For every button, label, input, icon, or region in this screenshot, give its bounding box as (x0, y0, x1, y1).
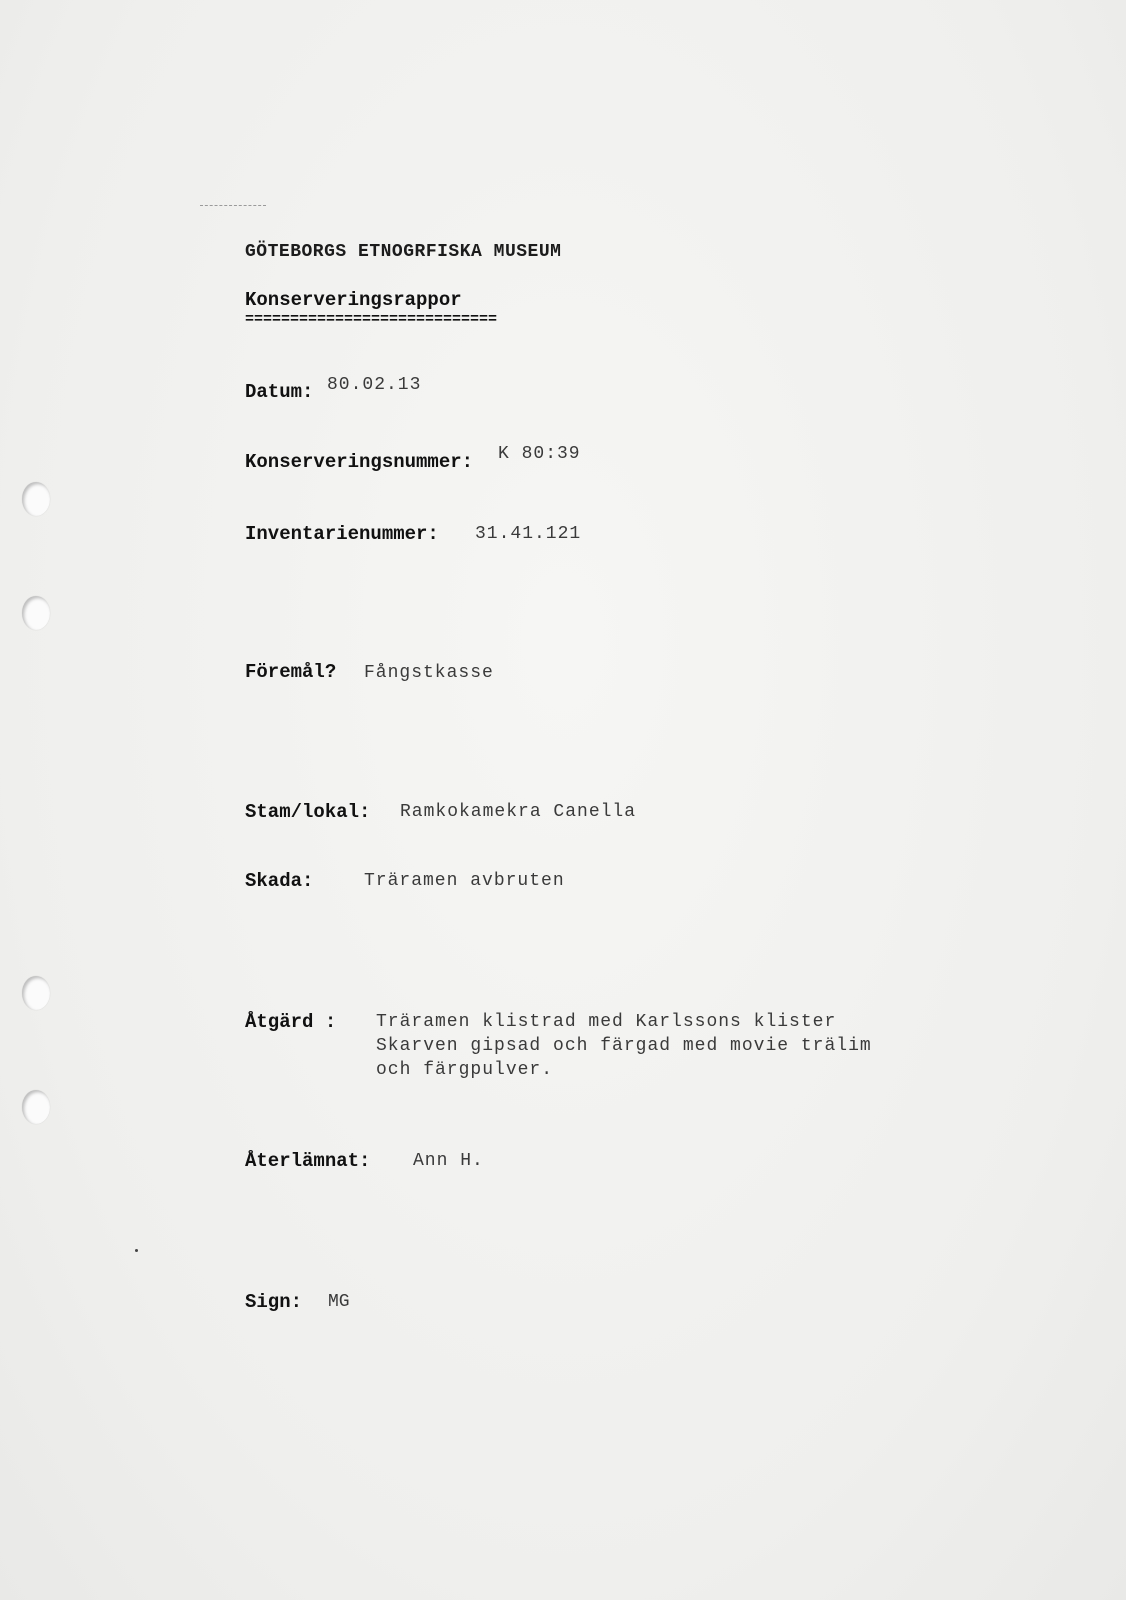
title-underline: ============================ (245, 311, 498, 328)
aterlamnat-value: Ann H. (413, 1151, 484, 1171)
punch-hole (22, 976, 50, 1010)
inventarienummer-label: Inventarienummer: (245, 523, 439, 545)
atgard-line-3: och färgpulver. (376, 1060, 554, 1080)
skada-value: Träramen avbruten (364, 871, 565, 891)
skada-label: Skada: (245, 870, 314, 892)
konserveringsnummer-value: K 80:39 (498, 444, 581, 464)
stam-lokal-label: Stam/lokal: (245, 801, 371, 823)
datum-label: Datum: (245, 381, 314, 403)
speck (135, 1249, 138, 1252)
atgard-line-1: Träramen klistrad med Karlssons klister (376, 1012, 837, 1032)
stam-lokal-value: Ramkokamekra Canella (400, 802, 637, 822)
punch-hole (22, 482, 50, 516)
pencil-mark (200, 205, 266, 206)
sign-label: Sign: (245, 1291, 303, 1313)
atgard-line-2: Skarven gipsad och färgad med movie trälim (376, 1036, 872, 1056)
foremal-label: Föremål? (245, 661, 337, 683)
report-title: Konserveringsrappor (245, 289, 462, 311)
institution-heading: GÖTEBORGS ETNOGRFISKA MUSEUM (245, 242, 562, 262)
datum-value: 80.02.13 (327, 375, 422, 395)
aterlamnat-label: Återlämnat: (245, 1150, 371, 1172)
punch-hole (22, 596, 50, 630)
inventarienummer-value: 31.41.121 (475, 524, 582, 544)
sign-value: MG (328, 1292, 350, 1312)
punch-hole (22, 1090, 50, 1124)
atgard-label: Åtgärd : (245, 1011, 337, 1033)
konserveringsnummer-label: Konserveringsnummer: (245, 451, 474, 473)
foremal-value: Fångstkasse (364, 663, 494, 683)
